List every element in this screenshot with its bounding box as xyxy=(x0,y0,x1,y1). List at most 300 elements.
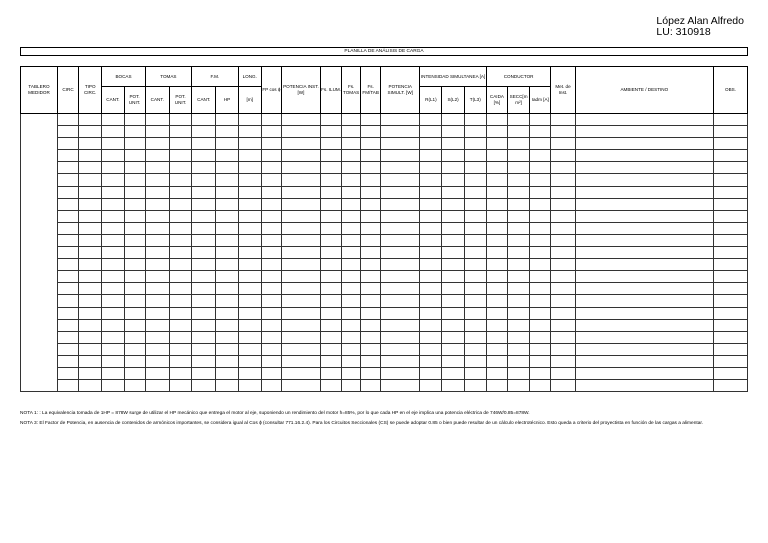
table-cell[interactable] xyxy=(281,283,320,295)
table-cell[interactable] xyxy=(508,210,530,222)
table-cell[interactable] xyxy=(381,343,420,355)
table-cell[interactable] xyxy=(464,319,486,331)
table-cell[interactable] xyxy=(420,283,442,295)
table-cell[interactable] xyxy=(281,259,320,271)
table-cell[interactable] xyxy=(169,198,191,210)
table-cell[interactable] xyxy=(145,198,169,210)
table-cell[interactable] xyxy=(342,114,361,126)
table-cell[interactable] xyxy=(321,126,342,138)
table-cell[interactable] xyxy=(57,174,78,186)
table-cell[interactable] xyxy=(321,138,342,150)
table-cell[interactable] xyxy=(169,150,191,162)
table-cell[interactable] xyxy=(145,234,169,246)
table-cell[interactable] xyxy=(714,210,748,222)
table-cell[interactable] xyxy=(238,150,261,162)
table-cell[interactable] xyxy=(281,271,320,283)
table-cell[interactable] xyxy=(381,295,420,307)
table-cell[interactable] xyxy=(442,186,464,198)
table-cell[interactable] xyxy=(530,210,551,222)
table-cell[interactable] xyxy=(79,222,102,234)
table-cell[interactable] xyxy=(530,150,551,162)
table-cell[interactable] xyxy=(261,138,281,150)
table-cell[interactable] xyxy=(381,186,420,198)
table-cell[interactable] xyxy=(261,367,281,379)
table-cell[interactable] xyxy=(79,198,102,210)
table-cell[interactable] xyxy=(551,174,575,186)
table-cell[interactable] xyxy=(442,234,464,246)
table-cell[interactable] xyxy=(420,367,442,379)
table-cell[interactable] xyxy=(442,174,464,186)
table-cell[interactable] xyxy=(124,174,145,186)
table-cell[interactable] xyxy=(145,186,169,198)
table-cell[interactable] xyxy=(530,198,551,210)
table-cell[interactable] xyxy=(102,367,124,379)
table-cell[interactable] xyxy=(102,114,124,126)
table-cell[interactable] xyxy=(321,343,342,355)
table-cell[interactable] xyxy=(551,380,575,392)
table-cell[interactable] xyxy=(361,380,381,392)
table-cell[interactable] xyxy=(420,198,442,210)
table-cell[interactable] xyxy=(342,138,361,150)
table-cell[interactable] xyxy=(575,259,713,271)
table-cell[interactable] xyxy=(169,186,191,198)
table-cell[interactable] xyxy=(238,295,261,307)
table-cell[interactable] xyxy=(216,210,238,222)
table-cell[interactable] xyxy=(216,367,238,379)
table-cell[interactable] xyxy=(145,150,169,162)
table-cell[interactable] xyxy=(216,247,238,259)
table-cell[interactable] xyxy=(342,210,361,222)
table-cell[interactable] xyxy=(575,126,713,138)
table-cell[interactable] xyxy=(464,150,486,162)
table-cell[interactable] xyxy=(342,380,361,392)
table-cell[interactable] xyxy=(145,259,169,271)
table-cell[interactable] xyxy=(216,295,238,307)
table-cell[interactable] xyxy=(714,126,748,138)
table-cell[interactable] xyxy=(238,126,261,138)
table-cell[interactable] xyxy=(281,367,320,379)
table-cell[interactable] xyxy=(575,222,713,234)
table-cell[interactable] xyxy=(321,283,342,295)
table-cell[interactable] xyxy=(442,259,464,271)
table-cell[interactable] xyxy=(530,259,551,271)
table-cell[interactable] xyxy=(169,271,191,283)
table-cell[interactable] xyxy=(381,210,420,222)
table-cell[interactable] xyxy=(464,283,486,295)
table-cell[interactable] xyxy=(486,295,507,307)
table-cell[interactable] xyxy=(464,138,486,150)
table-cell[interactable] xyxy=(575,186,713,198)
table-cell[interactable] xyxy=(216,114,238,126)
table-cell[interactable] xyxy=(420,247,442,259)
table-cell[interactable] xyxy=(145,307,169,319)
table-cell[interactable] xyxy=(57,331,78,343)
table-cell[interactable] xyxy=(57,283,78,295)
table-cell[interactable] xyxy=(361,343,381,355)
table-cell[interactable] xyxy=(57,114,78,126)
table-cell[interactable] xyxy=(575,162,713,174)
table-cell[interactable] xyxy=(192,138,216,150)
table-cell[interactable] xyxy=(238,234,261,246)
table-cell[interactable] xyxy=(238,186,261,198)
table-cell[interactable] xyxy=(714,367,748,379)
table-cell[interactable] xyxy=(124,380,145,392)
table-cell[interactable] xyxy=(342,198,361,210)
table-cell[interactable] xyxy=(508,150,530,162)
table-cell[interactable] xyxy=(192,367,216,379)
table-cell[interactable] xyxy=(79,295,102,307)
table-cell[interactable] xyxy=(530,126,551,138)
table-cell[interactable] xyxy=(216,138,238,150)
table-cell[interactable] xyxy=(361,126,381,138)
table-cell[interactable] xyxy=(442,295,464,307)
table-cell[interactable] xyxy=(530,355,551,367)
table-cell[interactable] xyxy=(464,114,486,126)
table-cell[interactable] xyxy=(102,271,124,283)
table-cell[interactable] xyxy=(57,295,78,307)
table-cell[interactable] xyxy=(714,198,748,210)
table-cell[interactable] xyxy=(57,343,78,355)
table-cell[interactable] xyxy=(361,295,381,307)
table-cell[interactable] xyxy=(575,380,713,392)
table-cell[interactable] xyxy=(508,343,530,355)
table-cell[interactable] xyxy=(551,114,575,126)
table-cell[interactable] xyxy=(486,271,507,283)
table-cell[interactable] xyxy=(169,380,191,392)
table-cell[interactable] xyxy=(508,295,530,307)
table-cell[interactable] xyxy=(551,198,575,210)
table-cell[interactable] xyxy=(714,307,748,319)
table-cell[interactable] xyxy=(321,114,342,126)
table-cell[interactable] xyxy=(714,222,748,234)
table-cell[interactable] xyxy=(145,210,169,222)
table-cell[interactable] xyxy=(342,126,361,138)
table-cell[interactable] xyxy=(124,198,145,210)
table-cell[interactable] xyxy=(238,283,261,295)
table-cell[interactable] xyxy=(381,234,420,246)
table-cell[interactable] xyxy=(261,307,281,319)
table-cell[interactable] xyxy=(486,307,507,319)
table-cell[interactable] xyxy=(508,355,530,367)
table-cell[interactable] xyxy=(281,355,320,367)
table-cell[interactable] xyxy=(57,186,78,198)
table-cell[interactable] xyxy=(321,150,342,162)
table-cell[interactable] xyxy=(420,355,442,367)
table-cell[interactable] xyxy=(145,271,169,283)
table-cell[interactable] xyxy=(57,319,78,331)
table-cell[interactable] xyxy=(124,210,145,222)
table-cell[interactable] xyxy=(169,295,191,307)
table-cell[interactable] xyxy=(381,174,420,186)
table-cell[interactable] xyxy=(714,331,748,343)
table-cell[interactable] xyxy=(281,319,320,331)
table-cell[interactable] xyxy=(420,234,442,246)
table-cell[interactable] xyxy=(192,222,216,234)
table-cell[interactable] xyxy=(169,138,191,150)
table-cell[interactable] xyxy=(361,247,381,259)
table-cell[interactable] xyxy=(442,138,464,150)
table-cell[interactable] xyxy=(342,283,361,295)
table-cell[interactable] xyxy=(192,198,216,210)
table-cell[interactable] xyxy=(192,234,216,246)
table-cell[interactable] xyxy=(79,331,102,343)
table-cell[interactable] xyxy=(79,247,102,259)
table-cell[interactable] xyxy=(464,186,486,198)
table-cell[interactable] xyxy=(486,247,507,259)
table-cell[interactable] xyxy=(79,355,102,367)
table-cell[interactable] xyxy=(216,355,238,367)
table-cell[interactable] xyxy=(714,355,748,367)
table-cell[interactable] xyxy=(530,222,551,234)
table-cell[interactable] xyxy=(361,222,381,234)
table-cell[interactable] xyxy=(281,247,320,259)
table-cell[interactable] xyxy=(361,283,381,295)
table-cell[interactable] xyxy=(464,259,486,271)
table-cell[interactable] xyxy=(57,367,78,379)
table-cell[interactable] xyxy=(420,126,442,138)
table-cell[interactable] xyxy=(145,331,169,343)
table-cell[interactable] xyxy=(192,380,216,392)
table-cell[interactable] xyxy=(420,138,442,150)
tablero-cell[interactable] xyxy=(21,114,58,392)
table-cell[interactable] xyxy=(420,186,442,198)
table-cell[interactable] xyxy=(102,380,124,392)
table-cell[interactable] xyxy=(381,319,420,331)
table-cell[interactable] xyxy=(124,283,145,295)
table-cell[interactable] xyxy=(420,259,442,271)
table-cell[interactable] xyxy=(361,355,381,367)
table-cell[interactable] xyxy=(192,355,216,367)
table-cell[interactable] xyxy=(381,114,420,126)
table-cell[interactable] xyxy=(486,186,507,198)
table-cell[interactable] xyxy=(192,319,216,331)
table-cell[interactable] xyxy=(442,247,464,259)
table-cell[interactable] xyxy=(530,138,551,150)
table-cell[interactable] xyxy=(551,162,575,174)
table-cell[interactable] xyxy=(145,162,169,174)
table-cell[interactable] xyxy=(102,186,124,198)
table-cell[interactable] xyxy=(57,222,78,234)
table-cell[interactable] xyxy=(102,234,124,246)
table-cell[interactable] xyxy=(551,138,575,150)
table-cell[interactable] xyxy=(575,198,713,210)
table-cell[interactable] xyxy=(464,162,486,174)
table-cell[interactable] xyxy=(145,114,169,126)
table-cell[interactable] xyxy=(442,126,464,138)
table-cell[interactable] xyxy=(57,355,78,367)
table-cell[interactable] xyxy=(442,319,464,331)
table-cell[interactable] xyxy=(508,283,530,295)
table-cell[interactable] xyxy=(169,174,191,186)
table-cell[interactable] xyxy=(361,234,381,246)
table-cell[interactable] xyxy=(420,114,442,126)
table-cell[interactable] xyxy=(464,343,486,355)
table-cell[interactable] xyxy=(216,319,238,331)
table-cell[interactable] xyxy=(381,283,420,295)
table-cell[interactable] xyxy=(551,259,575,271)
table-cell[interactable] xyxy=(575,331,713,343)
table-cell[interactable] xyxy=(381,126,420,138)
table-cell[interactable] xyxy=(714,138,748,150)
table-cell[interactable] xyxy=(575,307,713,319)
table-cell[interactable] xyxy=(192,174,216,186)
table-cell[interactable] xyxy=(102,295,124,307)
table-cell[interactable] xyxy=(238,198,261,210)
table-cell[interactable] xyxy=(79,210,102,222)
table-cell[interactable] xyxy=(508,114,530,126)
table-cell[interactable] xyxy=(261,331,281,343)
table-cell[interactable] xyxy=(79,126,102,138)
table-cell[interactable] xyxy=(261,114,281,126)
table-cell[interactable] xyxy=(192,259,216,271)
table-cell[interactable] xyxy=(342,271,361,283)
table-cell[interactable] xyxy=(486,343,507,355)
table-cell[interactable] xyxy=(714,259,748,271)
table-cell[interactable] xyxy=(420,222,442,234)
table-cell[interactable] xyxy=(216,234,238,246)
table-cell[interactable] xyxy=(530,234,551,246)
table-cell[interactable] xyxy=(575,283,713,295)
table-cell[interactable] xyxy=(575,114,713,126)
table-cell[interactable] xyxy=(124,271,145,283)
table-cell[interactable] xyxy=(102,174,124,186)
table-cell[interactable] xyxy=(342,222,361,234)
table-cell[interactable] xyxy=(321,186,342,198)
table-cell[interactable] xyxy=(381,198,420,210)
table-cell[interactable] xyxy=(361,174,381,186)
table-cell[interactable] xyxy=(381,247,420,259)
table-cell[interactable] xyxy=(281,126,320,138)
table-cell[interactable] xyxy=(508,138,530,150)
table-cell[interactable] xyxy=(420,271,442,283)
table-cell[interactable] xyxy=(321,307,342,319)
table-cell[interactable] xyxy=(238,114,261,126)
table-cell[interactable] xyxy=(169,247,191,259)
table-cell[interactable] xyxy=(714,319,748,331)
table-cell[interactable] xyxy=(238,307,261,319)
table-cell[interactable] xyxy=(261,271,281,283)
table-cell[interactable] xyxy=(575,271,713,283)
table-cell[interactable] xyxy=(530,247,551,259)
table-cell[interactable] xyxy=(261,259,281,271)
table-cell[interactable] xyxy=(575,234,713,246)
table-cell[interactable] xyxy=(381,307,420,319)
table-cell[interactable] xyxy=(238,355,261,367)
table-cell[interactable] xyxy=(102,343,124,355)
table-cell[interactable] xyxy=(342,319,361,331)
table-cell[interactable] xyxy=(442,162,464,174)
table-cell[interactable] xyxy=(464,234,486,246)
table-cell[interactable] xyxy=(261,343,281,355)
table-cell[interactable] xyxy=(464,295,486,307)
table-cell[interactable] xyxy=(361,210,381,222)
table-cell[interactable] xyxy=(442,114,464,126)
table-cell[interactable] xyxy=(321,271,342,283)
table-cell[interactable] xyxy=(124,114,145,126)
table-cell[interactable] xyxy=(508,367,530,379)
table-cell[interactable] xyxy=(714,162,748,174)
table-cell[interactable] xyxy=(145,174,169,186)
table-cell[interactable] xyxy=(530,162,551,174)
table-cell[interactable] xyxy=(216,343,238,355)
table-cell[interactable] xyxy=(79,343,102,355)
table-cell[interactable] xyxy=(261,174,281,186)
table-cell[interactable] xyxy=(714,247,748,259)
table-cell[interactable] xyxy=(464,126,486,138)
table-cell[interactable] xyxy=(321,259,342,271)
table-cell[interactable] xyxy=(508,259,530,271)
table-cell[interactable] xyxy=(530,186,551,198)
table-cell[interactable] xyxy=(486,138,507,150)
table-cell[interactable] xyxy=(281,162,320,174)
table-cell[interactable] xyxy=(124,186,145,198)
table-cell[interactable] xyxy=(575,319,713,331)
table-cell[interactable] xyxy=(530,271,551,283)
table-cell[interactable] xyxy=(342,259,361,271)
table-cell[interactable] xyxy=(238,174,261,186)
table-cell[interactable] xyxy=(420,295,442,307)
table-cell[interactable] xyxy=(169,114,191,126)
table-cell[interactable] xyxy=(169,343,191,355)
table-cell[interactable] xyxy=(79,174,102,186)
table-cell[interactable] xyxy=(342,295,361,307)
table-cell[interactable] xyxy=(124,234,145,246)
table-cell[interactable] xyxy=(486,367,507,379)
table-cell[interactable] xyxy=(102,259,124,271)
table-cell[interactable] xyxy=(508,380,530,392)
table-cell[interactable] xyxy=(79,380,102,392)
table-cell[interactable] xyxy=(530,331,551,343)
table-cell[interactable] xyxy=(216,271,238,283)
table-cell[interactable] xyxy=(361,307,381,319)
table-cell[interactable] xyxy=(342,247,361,259)
table-cell[interactable] xyxy=(261,355,281,367)
table-cell[interactable] xyxy=(216,380,238,392)
table-cell[interactable] xyxy=(361,319,381,331)
table-cell[interactable] xyxy=(281,198,320,210)
table-cell[interactable] xyxy=(551,210,575,222)
table-cell[interactable] xyxy=(79,259,102,271)
table-cell[interactable] xyxy=(442,150,464,162)
table-cell[interactable] xyxy=(192,283,216,295)
table-cell[interactable] xyxy=(321,222,342,234)
table-cell[interactable] xyxy=(169,283,191,295)
table-cell[interactable] xyxy=(714,295,748,307)
table-cell[interactable] xyxy=(486,319,507,331)
table-cell[interactable] xyxy=(192,150,216,162)
table-cell[interactable] xyxy=(486,355,507,367)
table-cell[interactable] xyxy=(442,271,464,283)
table-cell[interactable] xyxy=(261,198,281,210)
table-cell[interactable] xyxy=(486,198,507,210)
table-cell[interactable] xyxy=(79,234,102,246)
table-cell[interactable] xyxy=(57,162,78,174)
table-cell[interactable] xyxy=(381,162,420,174)
table-cell[interactable] xyxy=(381,380,420,392)
table-cell[interactable] xyxy=(124,355,145,367)
table-cell[interactable] xyxy=(79,319,102,331)
table-cell[interactable] xyxy=(361,367,381,379)
table-cell[interactable] xyxy=(238,343,261,355)
table-cell[interactable] xyxy=(551,319,575,331)
table-cell[interactable] xyxy=(238,138,261,150)
table-cell[interactable] xyxy=(714,150,748,162)
table-cell[interactable] xyxy=(261,186,281,198)
table-cell[interactable] xyxy=(261,247,281,259)
table-cell[interactable] xyxy=(321,367,342,379)
table-cell[interactable] xyxy=(381,138,420,150)
table-cell[interactable] xyxy=(102,331,124,343)
